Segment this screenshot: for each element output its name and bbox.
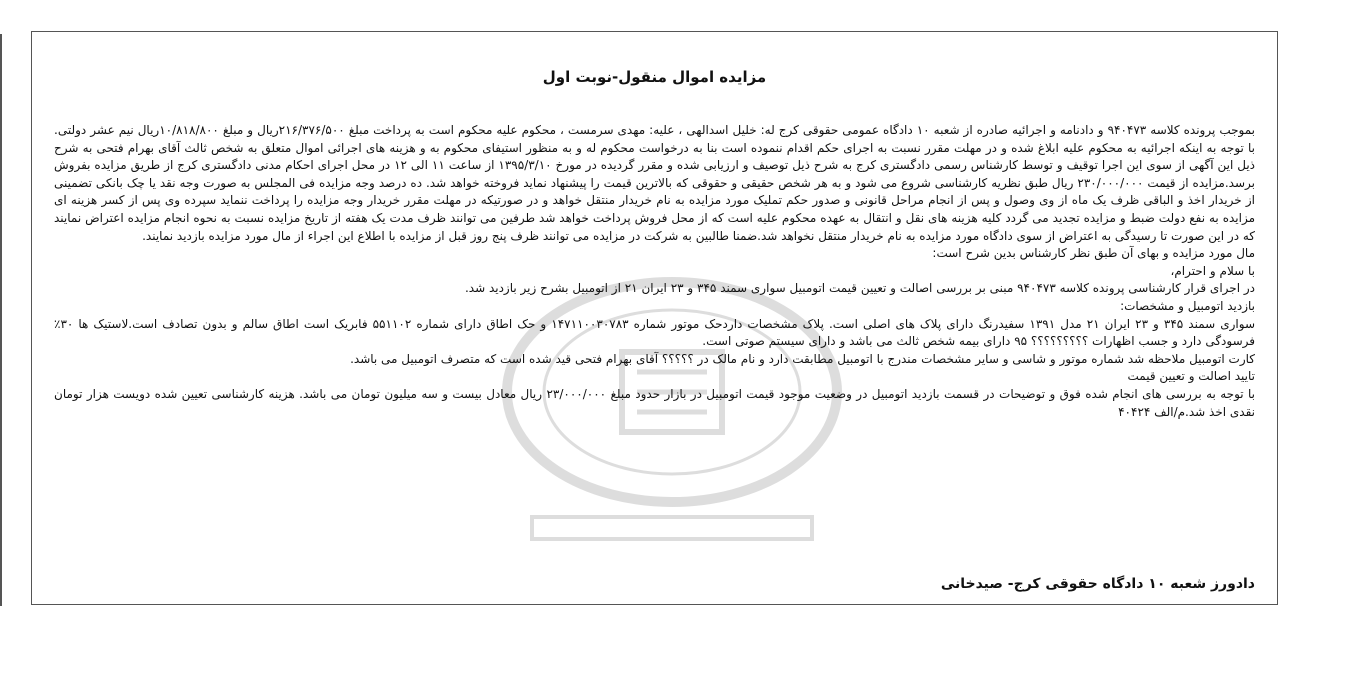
- heading-vehicle-specs: بازدید اتومبیل و مشخصات:: [1120, 298, 1255, 313]
- paragraph-vehicle-specs: سواری سمند ۳۴۵ و ۲۳ ایران ۲۱ مدل ۱۳۹۱ سفیدرنگ دارای پلاک های اصلی است. پلاک مشخصات داردحک موتور شماره ۱۴۷۱۱۰۰۳۰۷۸۳ و حک اطاق دارای شماره ۵۵۱۱۰۲ فابریک است اطاق سالم و بدون تصادف است.لاستیک ها ۳۰٪ فرسودگی دارد و جسب اظهارات ؟؟؟؟؟؟؟؟؟ ۹۵ دارای بیمه شخص ثالث می باشد و دارای سیستم صوتی است.: [54, 316, 1255, 349]
- paragraph-item-intro: مال مورد مزایده و بهای آن طبق نظر کارشناس بدین شرح است:: [932, 246, 1255, 261]
- paragraph-valuation: با توجه به بررسی های انجام شده فوق و توضیحات در قسمت بازدید اتومبیل در وضعیت موجود قیمت اتومبیل در بازار حدود مبلغ ۲۳/۰۰۰/۰۰۰ ریال معادل بیست و سه میلیون تومان می باشد. هزینه کارشناسی تعیین شده دویست هزار تومان نقدی اخذ شد.م/الف ۴۰۴۲۴: [54, 386, 1255, 419]
- paragraph-auction-terms: بموجب پرونده کلاسه ۹۴۰۴۷۳ و دادنامه و اجرائیه صادره از شعبه ۱۰ دادگاه عمومی حقوقی کرج له: خلیل اسدالهی ، علیه: مهدی سرمست ، محکوم علیه محکوم است به پرداخت مبلغ ۲۱۶/۳۷۶/۵۰۰ریال و مبلغ ۱۰/۸۱۸/۸۰۰ریال نیم عشر دولتی. با توجه به اینکه اجرائیه به محکوم علیه ابلاغ شده و در مهلت مقرر نسبت به اجرای حکم اقدام ننموده است بنا به درخواست محکوم له و به منظور استیفای محکوم به و هزینه های اجرائی اموال متعلق به شخص ثالث آقای بهرام فتحی به شرح ذیل این آگهی از سوی این اجرا توقیف و توسط کارشناس رسمی دادگستری کرج به شرح ذیل توصیف و ارزیابی شده و مقرر گردیده در مورخ ۱۳۹۵/۳/۱۰ از ساعت ۱۱ الی ۱۲ در محل اجرای احکام مدنی دادگستری کرج از طریق مزایده بفروش برسد.مزایده از قیمت ۲۳۰/۰۰۰/۰۰۰ ریال طبق نظریه کارشناسی شروع می شود و به هر شخص حقیقی و حقوقی که بالاترین قیمت را پیشنهاد نماید فروخته خواهد شد. ده درصد وجه مزایده فی المجلس به صورت وجه نقد یا چک بانکی تضمینی از خریدار اخذ و الباقی ظرف یک ماه از وی وصول و پس از انجام مراحل قانونی و صدور حکم تملیک مورد مزایده به نام خریدار منتقل خواهد و در صورتیکه در مهلت مقرر خریدار وجه مزایده را پرداخت ننماید سپرده وی پس از کسر هزینه ای مزایده به نفع دولت ضبط و مزایده تجدید می گردد کلیه هزینه های نقل و انتقال به عهده محکوم علیه است که از محل فروش پرداخت خواهد شد طرفین می توانند ظرف مدت یک هفته از تاریخ مزایده نسبت به نحوه انجام مزایده اعتراض نمایند که در این صورت تا رسیدگی به اعتراض از سوی دادگاه مورد مزایده به نام خریدار منتقل نخواهد شد.ضمنا طالبین به شرکت در مزایده می توانند ظرف پنج روز قبل از مزایده با اطلاع این اجراء از مال مورد مزایده بازدید نمایند.: [54, 123, 1256, 243]
- paragraph-greeting: با سلام و احترام،: [1170, 263, 1255, 278]
- notice-title: مزایده اموال منقول-نوبت اول: [542, 68, 767, 86]
- page-edge-divider: [0, 34, 2, 606]
- heading-valuation: تایید اصالت و تعیین قیمت: [1127, 369, 1255, 384]
- paragraph-inspection-order: در اجرای قرار کارشناسی پرونده کلاسه ۹۴۰۴۷۳ مبنی بر بررسی اصالت و تعیین قیمت اتومبیل سواری سمند ۳۴۵ و ۲۳ ایران ۲۱ از اتومبیل بشرح زیر بازدید شد.: [464, 281, 1255, 296]
- signature: دادورز شعبه ۱۰ دادگاه حقوقی کرج- صیدخانی: [940, 576, 1255, 592]
- paragraph-vehicle-card: کارت اتومبیل ملاحظه شد شماره موتور و شاسی و سایر مشخصات مندرج با اتومبیل مطابقت دارد و نام مالک در ؟؟؟؟؟ آقای بهرام فتحی قید شده است که متصرف اتومبیل می باشد.: [350, 351, 1255, 366]
- auction-notice: [31, 31, 1278, 605]
- notice-body: [54, 122, 1255, 421]
